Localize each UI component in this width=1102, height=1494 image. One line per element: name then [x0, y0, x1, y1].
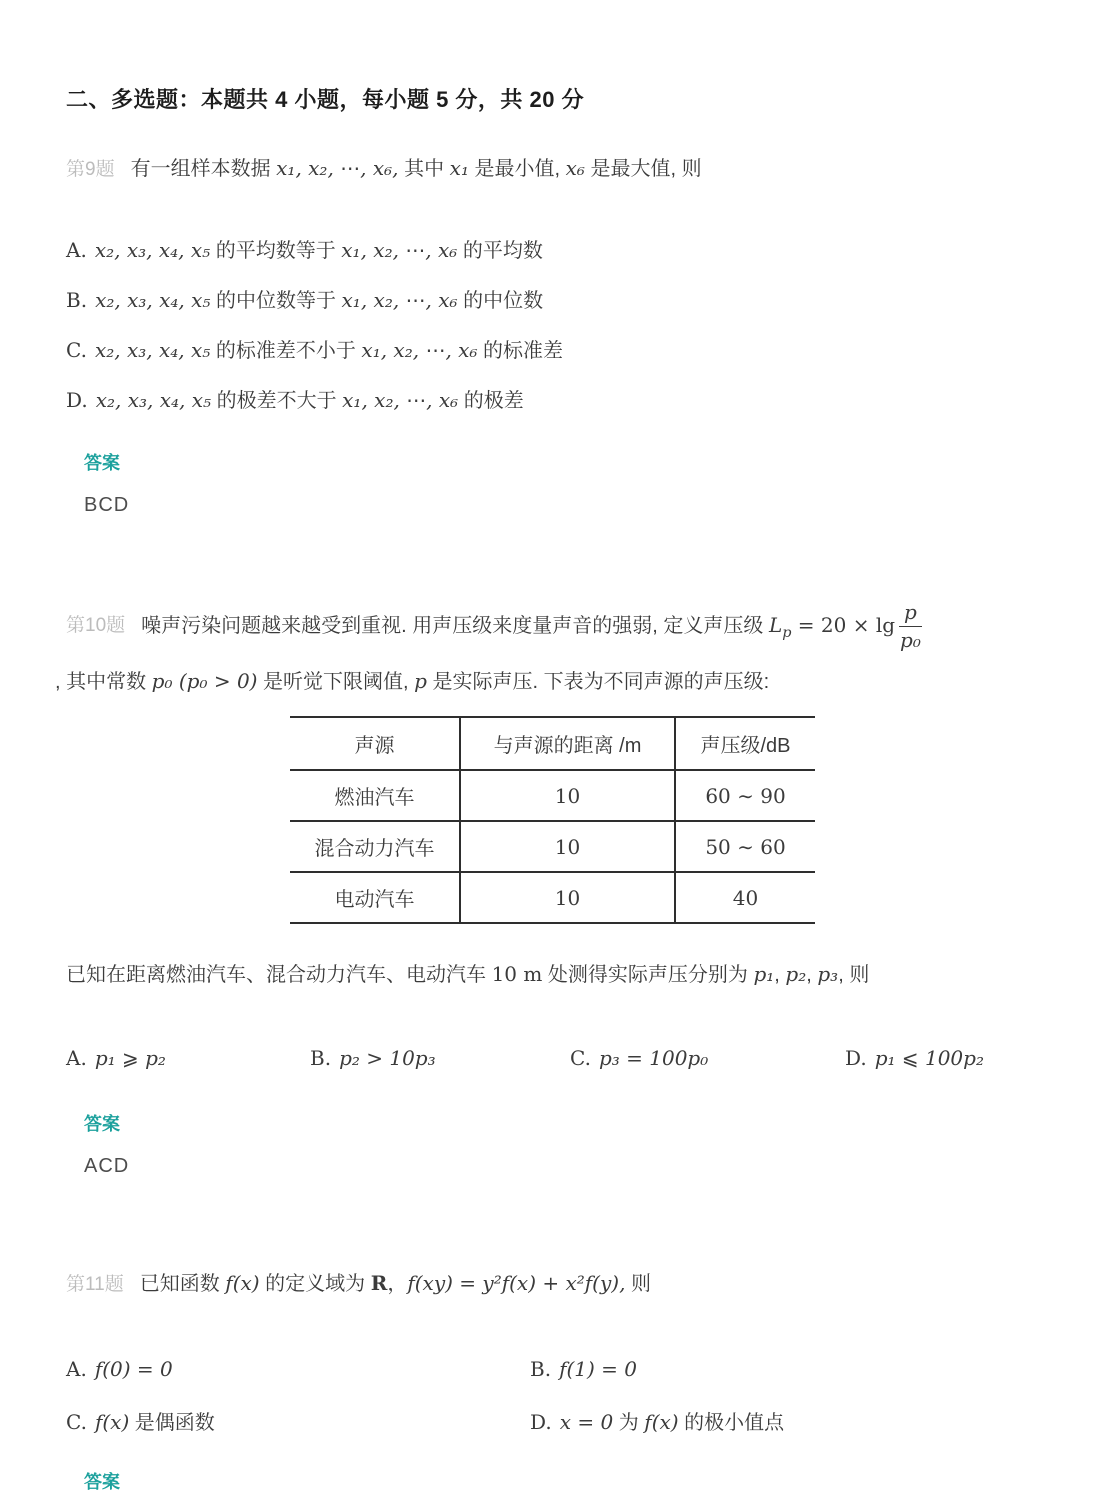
table-cell: 电动汽车 [290, 872, 460, 923]
option-b-letter: B. [310, 1046, 332, 1070]
option-a-letter: A. [66, 238, 87, 262]
option-d-text: x₂, x₃, x₄, x₅ 的极差不大于 x₁, x₂, ⋯, x₆ 的极差 [95, 388, 524, 412]
question-9-answer-value: BCD [84, 494, 130, 516]
option-c-letter: C. [570, 1046, 591, 1070]
option-c [66, 336, 1062, 365]
table-cell: 60 ∼ 90 [675, 770, 815, 821]
table-row [290, 770, 815, 821]
question-9-answer-label: 答案 [84, 453, 120, 473]
option-a-text: x₂, x₃, x₄, x₅ 的平均数等于 x₁, x₂, ⋯, x₆ 的平均数 [94, 238, 543, 262]
table-row [290, 872, 815, 923]
table-cell: 10 [460, 872, 675, 923]
option-b [310, 1043, 570, 1074]
question-10-options [66, 1043, 1062, 1074]
option-d-text: p₁ ⩽ 100p₂ [874, 1046, 984, 1070]
question-9 [66, 154, 1062, 184]
option-d [845, 1043, 1062, 1074]
question-9-stem: 有一组样本数据 x₁, x₂, ⋯, x₆, 其中 x₁ 是最小值, x₆ 是最大值, 则 [130, 156, 702, 180]
option-c-letter: C. [66, 338, 87, 362]
option-d-letter: D. [845, 1046, 867, 1070]
question-11-label: 第11题 [66, 1274, 124, 1295]
table-cell: 40 [675, 872, 815, 923]
option-a [66, 1354, 530, 1385]
question-10-answer-value: ACD [84, 1155, 130, 1177]
question-10-after-table: 已知在距离燃油汽车、混合动力汽车、电动汽车 10 m 处测得实际声压分别为 p₁, p₂, p₃, 则 [66, 962, 870, 986]
option-c [66, 1407, 530, 1438]
table-header-source: 声源 [290, 717, 460, 770]
option-c-text: p₃ = 100p₀ [598, 1046, 709, 1070]
question-11-stem: 已知函数 f(x) 的定义域为 R，f(xy) = y²f(x) + x²f(y), 则 [139, 1271, 652, 1295]
question-10-label: 第10题 [66, 615, 126, 636]
fraction: $\frac{p}{\text{p₀}}$ [900, 599, 921, 652]
option-d [66, 386, 1062, 415]
section-header: 二、多选题：本题共 4 小题，每小题 5 分，共 20 分 [66, 87, 585, 112]
option-c [570, 1043, 845, 1074]
option-d-text: x = 0 为 f(x) 的极小值点 [559, 1410, 785, 1434]
table-row [290, 821, 815, 872]
option-b-text: x₂, x₃, x₄, x₅ 的中位数等于 x₁, x₂, ⋯, x₆ 的中位数 [95, 288, 544, 312]
option-a-letter: A. [66, 1357, 87, 1381]
table-header-row [290, 717, 815, 770]
option-a-letter: A. [66, 1046, 87, 1070]
option-b-text: f(1) = 0 [559, 1357, 637, 1381]
option-d-letter: D. [66, 388, 88, 412]
option-b-letter: B. [66, 288, 88, 312]
question-10-stem-line2: , 其中常数 p₀ (p₀ > 0) 是听觉下限阈值, p 是实际声压. 下表为不同声源的声压级: [55, 669, 770, 693]
table-cell: 燃油汽车 [290, 770, 460, 821]
option-d-letter: D. [530, 1410, 552, 1434]
option-b [530, 1354, 637, 1385]
option-c-letter: C. [66, 1410, 87, 1434]
table-header-level: 声压级/dB [675, 717, 815, 770]
option-b-text: p₂ > 10p₃ [339, 1046, 436, 1070]
option-a [66, 236, 1062, 265]
question-11-options-row1 [66, 1354, 1062, 1385]
question-9-options [66, 236, 1062, 415]
table-cell: 10 [460, 770, 675, 821]
table-cell: 50 ∼ 60 [675, 821, 815, 872]
table-cell: 混合动力汽车 [290, 821, 460, 872]
question-10-answer-label: 答案 [84, 1114, 120, 1134]
question-11-options-row2 [66, 1407, 1062, 1438]
option-a-text: f(0) = 0 [94, 1357, 173, 1381]
option-a [66, 1043, 310, 1074]
question-10 [66, 595, 1062, 657]
option-d [530, 1407, 784, 1438]
table-header-distance: 与声源的距离 /m [460, 717, 675, 770]
option-b-letter: B. [530, 1357, 552, 1381]
option-b [66, 286, 1062, 315]
option-a-text: p₁ ⩾ p₂ [94, 1046, 166, 1070]
option-c-text: x₂, x₃, x₄, x₅ 的标准差不小于 x₁, x₂, ⋯, x₆ 的标准差 [94, 338, 564, 362]
table-cell: 10 [460, 821, 675, 872]
question-10-stem-line1: 噪声污染问题越来越受到重视. 用声压级来度量声音的强弱, 定义声压级 $L_p = 20 \times \lg$ $\frac{p}{\text{p₀}}$ [141, 599, 921, 652]
question-9-label: 第9题 [66, 159, 115, 180]
question-11 [66, 1268, 1062, 1300]
question-11-answer-label: 答案 [84, 1472, 120, 1492]
sound-pressure-table [290, 716, 815, 924]
option-c-text: f(x) 是偶函数 [94, 1410, 215, 1434]
